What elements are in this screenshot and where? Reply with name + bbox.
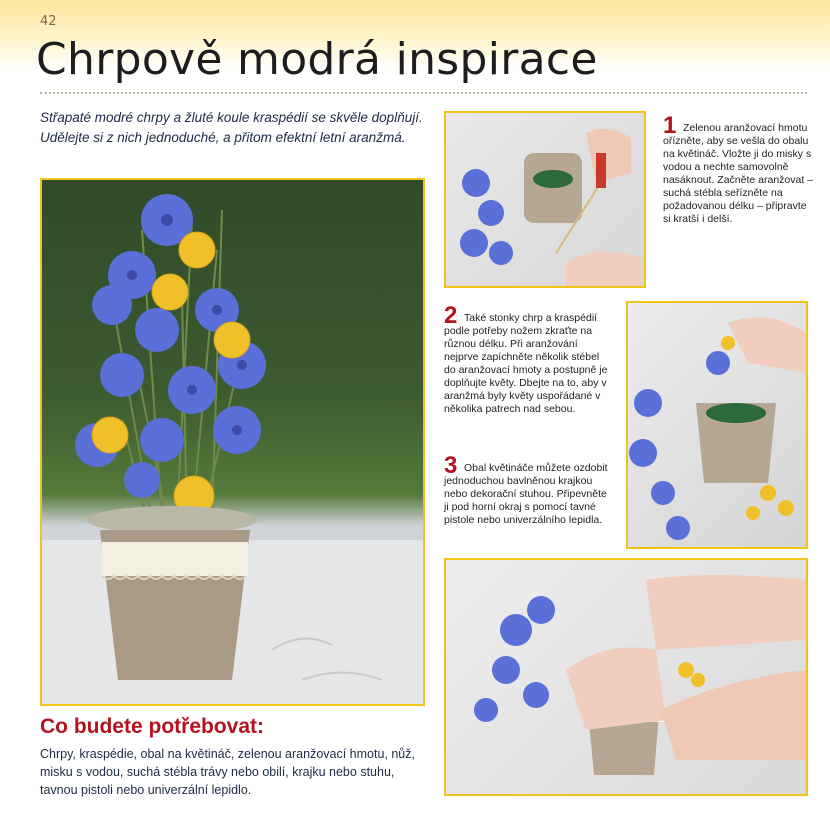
step-1-text: Zelenou aranžovací hmotu ořízněte, aby se vešla do obalu na květináč. Vložte ji do misky s vodou a nechte samovolně nasáknout. Začněte aranžovat – suchá stébla seřízněte na požadovanou délku – připravte si kratší i delší. <box>663 122 814 225</box>
step-2-number: 2 <box>444 302 458 329</box>
step-3-number: 3 <box>444 452 458 479</box>
main-arrangement-photo <box>40 178 425 706</box>
step-1-photo <box>444 111 646 288</box>
step-3-text: Obal květináče můžete ozdobit jednoduchou bavlněnou krajkou nebo dekorační stuhou. Připevněte ji pod horní okraj s pomocí tavné pistole nebo univerzálního lepidla. <box>444 462 608 526</box>
step-3-photo <box>444 558 808 796</box>
title-divider <box>40 92 807 94</box>
intro-text: Střapaté modré chrpy a žluté koule kraspédií se skvěle doplňují. Udělejte si z nich jednoduché, a přitom efektní letní aranžmá. <box>40 110 423 145</box>
page-number: 42 <box>40 14 57 29</box>
page-title: Chrpově modrá inspirace <box>36 34 598 85</box>
step-2-text: Také stonky chrp a kraspédií podle potřeby nožem zkraťte na různou délku. Při aranžování nejprve zapíchněte několik stébel do aranžovací hmoty a postupně je doplňujte květy. Dbejte na to, aby v aranžmá byly květy uspořádané v několika patrech nad sebou. <box>444 312 608 415</box>
step-1-number: 1 <box>663 112 677 139</box>
needs-list: Chrpy, kraspédie, obal na květináč, zelenou aranžovací hmotu, nůž, misku s vodou, suchá stébla trávy nebo obilí, krajku nebo stuhu, tavnou pistoli nebo univerzální lepidlo. <box>40 747 415 797</box>
needs-heading: Co budete potřebovat: <box>40 715 264 738</box>
step-2-photo <box>626 301 808 549</box>
